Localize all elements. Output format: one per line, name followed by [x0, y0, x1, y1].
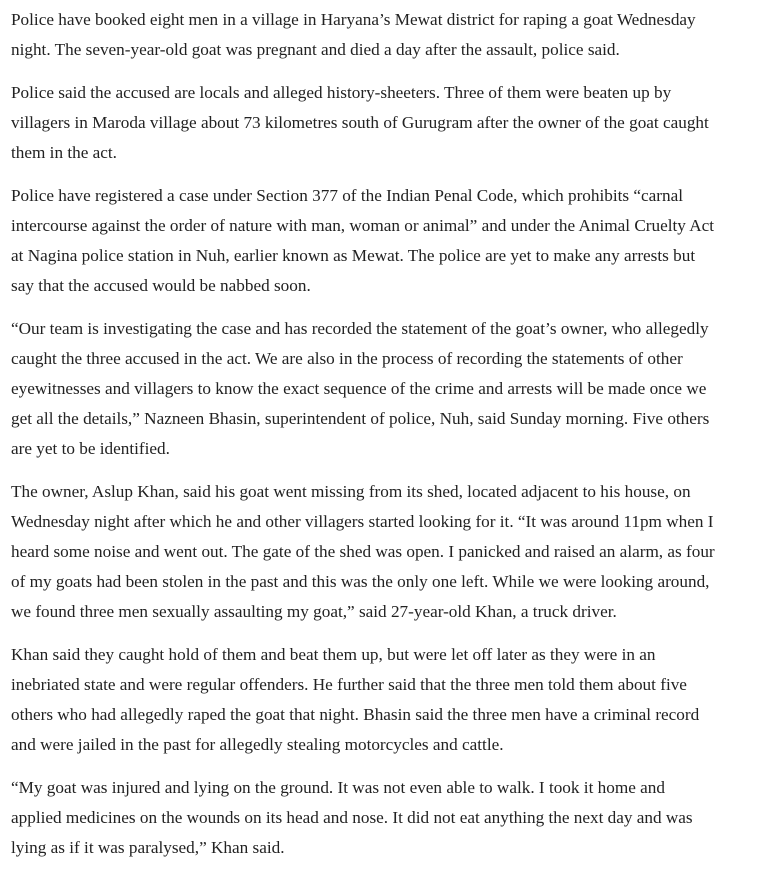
text-line: inebriated state and were regular offenders. He further said that the three men told them about five: [11, 675, 687, 694]
paragraph-2: [11, 78, 763, 168]
text-line: eyewitnesses and villagers to know the exact sequence of the crime and arrests will be made once we: [11, 379, 707, 398]
text-line: intercourse against the order of nature with man, woman or animal” and under the Animal Cruelty Act: [11, 216, 715, 235]
paragraph-1: [11, 5, 763, 65]
text-line: caught the three accused in the act. We are also in the process of recording the statements of other: [11, 349, 683, 368]
text-line: night. The seven-year-old goat was pregnant and died a day after the assault, police said.: [11, 40, 620, 59]
text-line: heard some noise and went out. The gate of the shed was open. I panicked and raised an alarm, as four: [11, 542, 715, 561]
text-line: them in the act.: [11, 143, 117, 162]
text-line: at Nagina police station in Nuh, earlier known as Mewat. The police are yet to make any arrests but: [11, 246, 696, 265]
text-line: and were jailed in the past for allegedly stealing motorcycles and cattle.: [11, 735, 504, 754]
text-line: Wednesday night after which he and other villagers started looking for it. “It was around 11pm when I: [11, 512, 714, 531]
text-line: applied medicines on the wounds on its head and nose. It did not eat anything the next day and was: [11, 808, 693, 827]
paragraph-7: [11, 773, 763, 863]
text-line: Khan said they caught hold of them and beat them up, but were let off later as they were in an: [11, 645, 656, 664]
article-body: [11, 5, 763, 876]
text-line: villagers in Maroda village about 73 kilometres south of Gurugram after the owner of the goat caught: [11, 113, 709, 132]
paragraph-4: [11, 314, 763, 464]
text-line: others who had allegedly raped the goat that night. Bhasin said the three men have a criminal record: [11, 705, 700, 724]
text-line: Police have booked eight men in a village in Haryana’s Mewat district for raping a goat Wednesday: [11, 10, 696, 29]
paragraph-6: [11, 640, 763, 760]
text-line: lying as if it was paralysed,” Khan said.: [11, 838, 285, 857]
text-line: say that the accused would be nabbed soon.: [11, 276, 311, 295]
text-line: “Our team is investigating the case and has recorded the statement of the goat’s owner, who allegedly: [11, 319, 709, 338]
text-line: Police have registered a case under Section 377 of the Indian Penal Code, which prohibits “carnal: [11, 186, 683, 205]
text-line: “My goat was injured and lying on the ground. It was not even able to walk. I took it home and: [11, 778, 665, 797]
text-line: are yet to be identified.: [11, 439, 170, 458]
paragraph-5: [11, 477, 763, 627]
text-line: of my goats had been stolen in the past and this was the only one left. While we were looking around,: [11, 572, 710, 591]
text-line: we found three men sexually assaulting my goat,” said 27-year-old Khan, a truck driver.: [11, 602, 617, 621]
paragraph-3: [11, 181, 763, 301]
text-line: Police said the accused are locals and alleged history-sheeters. Three of them were beaten up by: [11, 83, 672, 102]
text-line: get all the details,” Nazneen Bhasin, superintendent of police, Nuh, said Sunday morning. Five others: [11, 409, 710, 428]
text-line: The owner, Aslup Khan, said his goat went missing from its shed, located adjacent to his house, on: [11, 482, 691, 501]
